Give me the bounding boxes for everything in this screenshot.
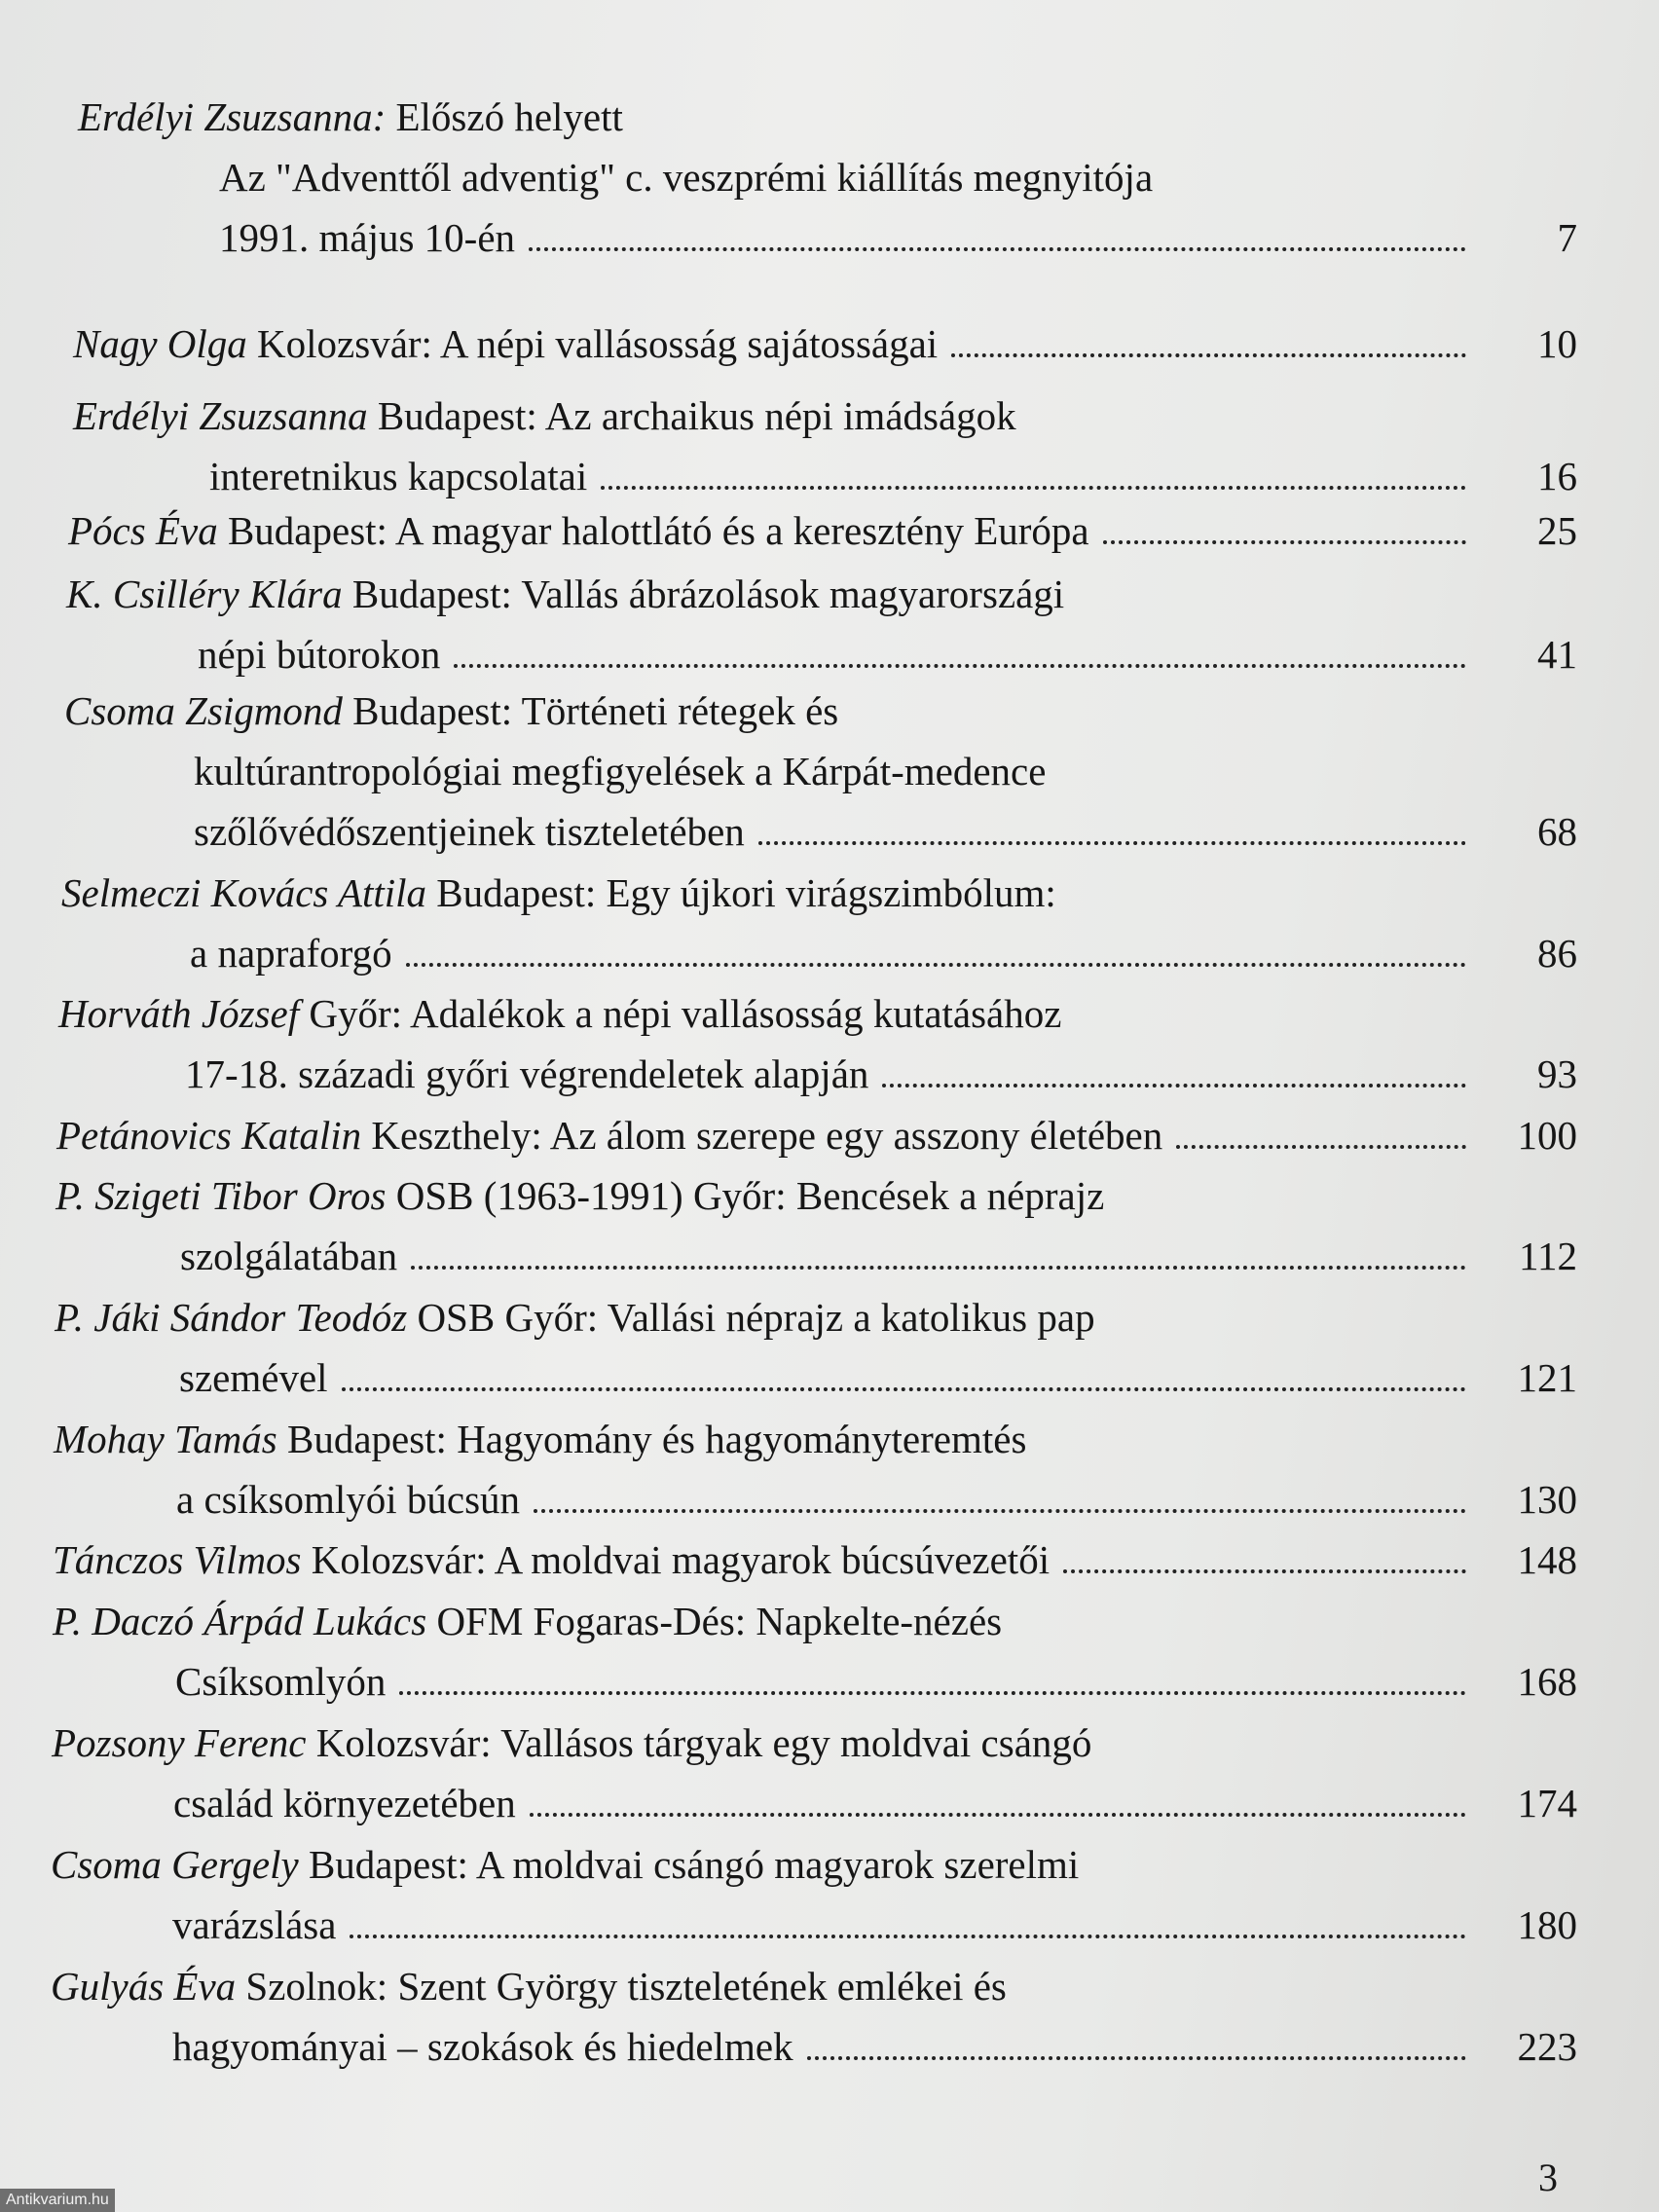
toc-entry-title-continuation: Az "Adventtől adventig" c. veszprémi kiállítás megnyitója	[219, 155, 1154, 200]
toc-entry-title: Győr: Adalékok a népi vallásosság kutatásához	[309, 991, 1062, 1036]
toc-entry-page: 168	[1517, 1659, 1577, 1704]
toc-entry-continuation-line	[194, 747, 1046, 795]
toc-entry-page: 112	[1519, 1234, 1577, 1278]
dot-leader	[454, 664, 1466, 668]
toc-entry-title-continuation: szőlővédőszentjeinek tiszteletében	[194, 809, 745, 854]
toc-entry-continuation-line	[209, 452, 1480, 500]
dot-leader	[342, 1387, 1466, 1391]
toc-entry-author: Petánovics Katalin	[56, 1113, 362, 1158]
toc-entry-title-continuation: a napraforgó	[190, 931, 392, 976]
dot-leader	[807, 2056, 1466, 2060]
toc-entry-title: Budapest: Történeti rétegek és	[352, 688, 839, 733]
toc-entry-continuation-line	[179, 1353, 1480, 1402]
toc-entry-page: 16	[1537, 454, 1577, 498]
toc-entry-title: OSB Győr: Vallási néprajz a katolikus pap	[417, 1295, 1095, 1340]
toc-entry-title: OSB (1963-1991) Győr: Bencések a néprajz	[395, 1173, 1105, 1218]
toc-entry-title: OFM Fogaras-Dés: Napkelte-nézés	[436, 1599, 1003, 1643]
toc-entry-first-line	[64, 686, 838, 735]
toc-entry-first-line	[73, 391, 1016, 440]
toc-entry-first-line	[55, 1171, 1104, 1220]
toc-entry-page: 148	[1517, 1537, 1577, 1582]
toc-entry-author: Pozsony Ferenc	[52, 1720, 307, 1765]
toc-entry-author: Csoma Zsigmond	[64, 688, 343, 733]
toc-entry-continuation-line	[194, 807, 1480, 856]
toc-entry-page: 223	[1517, 2024, 1577, 2069]
toc-entry-title-continuation: varázslása	[172, 1902, 337, 1947]
dot-leader	[350, 1935, 1466, 1938]
toc-entry-title: Keszthely: Az álom szerepe egy asszony életében	[371, 1113, 1163, 1158]
toc-entry-page: 10	[1537, 321, 1577, 366]
toc-entry-title: Budapest: Egy újkori virágszimbólum:	[436, 870, 1056, 915]
toc-entry-first-line	[56, 1111, 1480, 1160]
toc-entry-first-line	[66, 570, 1064, 618]
toc-entry-first-line	[73, 319, 1480, 368]
toc-entry-author: Pócs Éva	[68, 508, 218, 553]
toc-entry-title: Szolnok: Szent György tiszteletének emlékei és	[245, 1964, 1007, 2009]
toc-entry-first-line	[51, 1962, 1007, 2010]
toc-entry-continuation-line	[172, 2022, 1480, 2071]
toc-entry-continuation-line	[219, 213, 1480, 262]
toc-entry-first-line	[54, 1415, 1026, 1463]
toc-entry-title-continuation: szolgálatában	[180, 1234, 398, 1278]
toc-entry-page: 41	[1537, 632, 1577, 677]
toc-entry-page: 121	[1517, 1355, 1577, 1400]
watermark: Antikvarium.hu	[0, 2189, 115, 2212]
dot-leader	[758, 841, 1466, 845]
toc-entry-title: Kolozsvár: A népi vallásosság sajátosságai	[257, 321, 939, 366]
toc-entry-title-continuation: család környezetében	[173, 1781, 516, 1825]
dot-leader	[411, 1266, 1466, 1270]
toc-entry-title-continuation: 17-18. századi győri végrendeletek alapján	[185, 1051, 869, 1096]
toc-entry-first-line	[53, 1597, 1002, 1645]
toc-entry-page: 130	[1517, 1477, 1577, 1522]
toc-entry-page: 93	[1537, 1051, 1577, 1096]
toc-entry-title-continuation: hagyományai – szokások és hiedelmek	[172, 2024, 793, 2069]
toc-entry-author: P. Szigeti Tibor Oros	[55, 1173, 387, 1218]
toc-entry-author: Tánczos Vilmos	[53, 1537, 302, 1582]
toc-entry-first-line	[52, 1718, 1091, 1767]
toc-entry-author: K. Csilléry Klára	[66, 571, 343, 616]
dot-leader	[601, 486, 1466, 490]
toc-entry-title: Budapest: Hagyomány és hagyományteremtés	[286, 1417, 1027, 1461]
toc-entry-title: Budapest: Vallás ábrázolások magyarországi	[351, 571, 1065, 616]
toc-entry-title-continuation: szemével	[179, 1355, 328, 1400]
toc-entry-continuation-line	[198, 630, 1480, 679]
dot-leader	[399, 1691, 1466, 1695]
toc-entry-page: 100	[1517, 1113, 1577, 1158]
toc-entry-page: 174	[1517, 1781, 1577, 1825]
toc-entry-page: 180	[1517, 1902, 1577, 1947]
toc-entry-first-line	[68, 506, 1480, 555]
toc-entry-author: Nagy Olga	[73, 321, 247, 366]
dot-leader	[530, 1813, 1466, 1817]
dot-leader	[1176, 1145, 1466, 1149]
toc-entry-continuation-line	[175, 1657, 1480, 1706]
dot-leader	[1063, 1569, 1466, 1573]
toc-entry-author: Erdélyi Zsuzsanna:	[78, 94, 387, 139]
toc-entry-author: Gulyás Éva	[51, 1964, 237, 2009]
page-number: 3	[1538, 2156, 1558, 2199]
dot-leader	[529, 247, 1466, 251]
toc-entry-first-line	[51, 1840, 1079, 1889]
toc-entry-title: Kolozsvár: Vallásos tárgyak egy moldvai csángó	[315, 1720, 1092, 1765]
toc-entry-title: Budapest: Az archaikus népi imádságok	[377, 393, 1016, 438]
toc-entry-continuation-line	[190, 929, 1480, 977]
dot-leader	[534, 1509, 1466, 1513]
toc-entry-title-continuation: Csíksomlyón	[175, 1659, 387, 1704]
toc-entry-title: Budapest: A moldvai csángó magyarok szerelmi	[308, 1842, 1080, 1887]
toc-entry-title-continuation: a csíksomlyói búcsún	[176, 1477, 521, 1522]
toc-entry-first-line	[58, 989, 1061, 1038]
toc-entry-continuation-line	[172, 1900, 1480, 1949]
toc-entry-page: 7	[1557, 215, 1577, 260]
dot-leader	[882, 1084, 1466, 1088]
toc-entry-author: Csoma Gergely	[51, 1842, 299, 1887]
toc-entry-author: Erdélyi Zsuzsanna	[73, 393, 368, 438]
toc-entry-first-line	[53, 1535, 1480, 1584]
dot-leader	[1103, 540, 1466, 544]
toc-entry-title-continuation: népi bútorokon	[198, 632, 441, 677]
toc-entry-author: Mohay Tamás	[54, 1417, 277, 1461]
toc-entry-title: Előszó helyett	[395, 94, 623, 139]
toc-entry-author: Selmeczi Kovács Attila	[61, 870, 427, 915]
dot-leader	[406, 963, 1466, 967]
toc-entry-continuation-line	[180, 1232, 1480, 1280]
toc-entry-title: Budapest: A magyar halottlátó és a keresztény Európa	[227, 508, 1089, 553]
toc-entry-title: Kolozsvár: A moldvai magyarok búcsúvezetői	[311, 1537, 1051, 1582]
toc-entry-continuation-line	[173, 1779, 1480, 1827]
toc-entry-page: 86	[1537, 931, 1577, 976]
toc-entry-page: 68	[1537, 809, 1577, 854]
dot-leader	[951, 353, 1466, 357]
toc-entry-author: Horváth József	[58, 991, 300, 1036]
toc-entry-author: P. Daczó Árpád Lukács	[53, 1599, 427, 1643]
toc-entry-title-continuation: 1991. május 10-én	[219, 215, 516, 260]
toc-entry-first-line	[78, 92, 623, 141]
toc-entry-page: 25	[1537, 508, 1577, 553]
toc-entry-title-continuation: interetnikus kapcsolatai	[209, 454, 588, 498]
toc-entry-continuation-line	[219, 153, 1153, 202]
toc-entry-continuation-line	[176, 1475, 1480, 1524]
toc-entry-continuation-line	[185, 1050, 1480, 1098]
toc-entry-first-line	[61, 868, 1056, 917]
toc-entry-author: P. Jáki Sándor Teodóz	[55, 1295, 408, 1340]
toc-entry-title-continuation: kultúrantropológiai megfigyelések a Kárpát-medence	[194, 749, 1047, 793]
toc-entry-first-line	[55, 1293, 1095, 1342]
